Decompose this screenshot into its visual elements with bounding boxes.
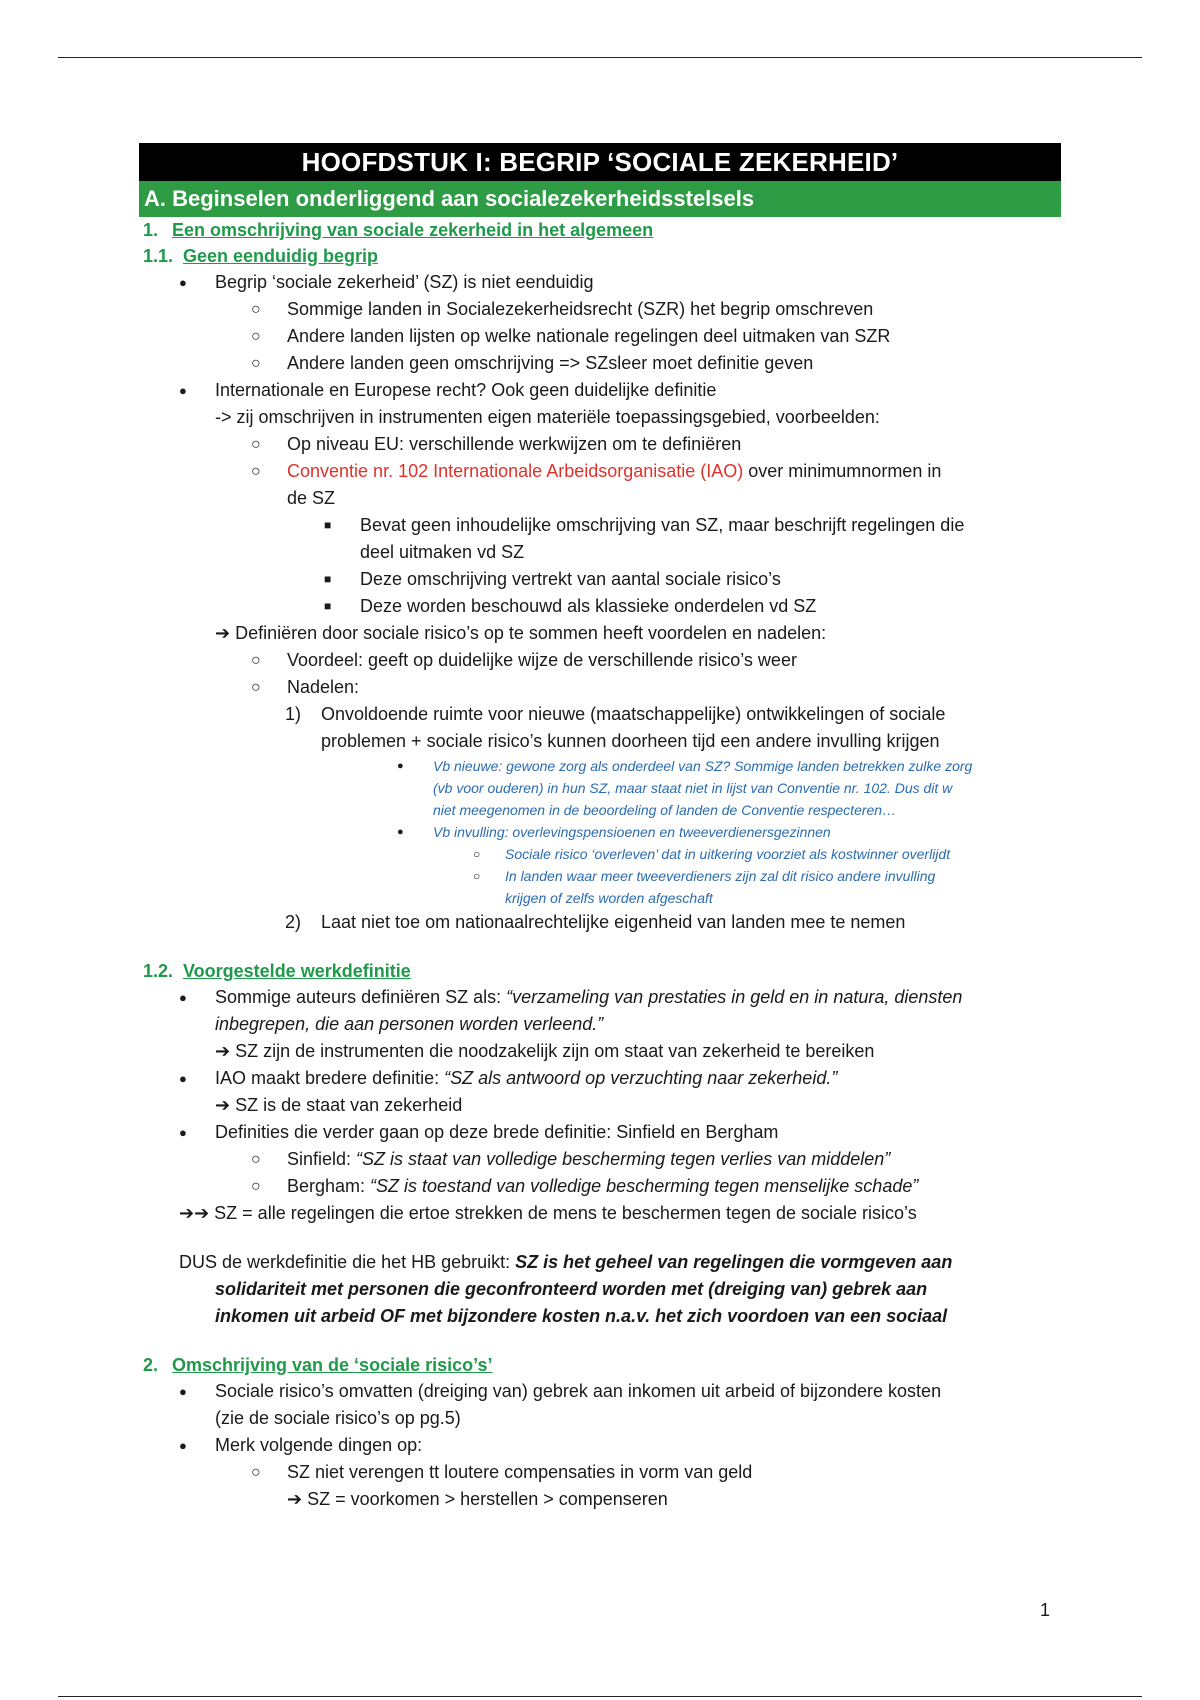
definition-continuation: solidariteit met personen die geconfronteerd worden met (dreiging van) gebrek aan <box>215 1279 928 1299</box>
heading-2 <box>143 1352 1061 1378</box>
list-item: ● Sociale risico’s omvatten (dreiging van) gebrek aan inkomen uit arbeid of bijzondere kosten <box>139 1378 1061 1405</box>
example-continuation: (vb voor ouderen) in hun SZ, maar staat niet in lijst van Conventie nr. 102. Dus dit w <box>433 780 953 796</box>
double-arrow-icon: ➔➔ <box>179 1203 215 1223</box>
list-item: ■ Deze worden beschouwd als klassieke onderdelen vd SZ <box>139 593 1061 620</box>
chapter-title: HOOFDSTUK I: BEGRIP ‘SOCIALE ZEKERHEID’ <box>139 143 1061 181</box>
list-item: ○ Voordeel: geeft op duidelijke wijze de verschillende risico’s weer <box>139 647 1061 674</box>
arrow-icon: ➔ <box>287 1489 308 1509</box>
list-item-continuation: inbegrepen, die aan personen worden verleend.” <box>215 1014 604 1034</box>
example-item: ● Vb nieuwe: gewone zorg als onderdeel van SZ? Sommige landen betrekken zulke zorg <box>139 755 1061 777</box>
circle-bullet-icon: ○ <box>251 1464 261 1481</box>
list-item-continuation: -> zij omschrijven in instrumenten eigen materiële toepassingsgebied, voorbeelden: <box>215 407 880 427</box>
list-item: ● Definities die verder gaan op deze brede definitie: Sinfield en Bergham <box>139 1119 1061 1146</box>
circle-bullet-icon: ○ <box>251 679 261 696</box>
definition-continuation: inkomen uit arbeid OF met bijzondere kosten n.a.v. het zich voordoen van een sociaal <box>215 1306 948 1326</box>
circle-bullet-icon: ○ <box>251 463 261 480</box>
heading-number: 2. <box>143 1355 159 1375</box>
list-item-continuation: de SZ <box>287 488 336 508</box>
circle-bullet-icon: ○ <box>251 1178 261 1195</box>
list-item: ○ Sinfield: “SZ is staat van volledige bescherming tegen verlies van middelen” <box>139 1146 1061 1173</box>
example-continuation: krijgen of zelfs worden afgeschaft <box>505 890 713 906</box>
list-item: ○ Conventie nr. 102 Internationale Arbeidsorganisatie (IAO) over minimumnormen in <box>139 458 1061 485</box>
heading-text: Geen eenduidig begrip <box>183 246 379 266</box>
list-item: ● Internationale en Europese recht? Ook geen duidelijke definitie <box>139 377 1061 404</box>
heading-1-2 <box>143 958 1061 984</box>
example-item: ● Vb invulling: overlevingspensioenen en tweeverdienersgezinnen <box>139 821 1061 843</box>
list-item: ● Begrip ‘sociale zekerheid’ (SZ) is niet eenduidig <box>139 269 1061 296</box>
list-item-continuation: deel uitmaken vd SZ <box>360 542 525 562</box>
list-item: ■ Deze omschrijving vertrekt van aantal sociale risico’s <box>139 566 1061 593</box>
arrow-icon: ➔ <box>215 1095 236 1115</box>
heading-number: 1.2. <box>143 961 174 981</box>
arrow-line: ➔ SZ is de staat van zekerheid <box>215 1095 463 1115</box>
bullet-icon: ● <box>179 1384 187 1399</box>
bullet-icon: ● <box>179 1438 187 1453</box>
heading-text: Een omschrijving van sociale zekerheid in het algemeen <box>172 220 654 240</box>
bullet-icon: ● <box>179 1125 187 1140</box>
definition-paragraph: DUS de werkdefinitie die het HB gebruikt: SZ is het geheel van regelingen die vormgeven aan <box>179 1252 953 1272</box>
heading-number: 1.1. <box>143 246 174 266</box>
circle-bullet-icon: ○ <box>251 328 261 345</box>
document-body <box>139 143 1061 1513</box>
heading-1-1 <box>143 243 1061 269</box>
page-number: 1 <box>1040 1600 1051 1620</box>
bullet-icon: ● <box>397 826 404 838</box>
heading-text: Voorgestelde werkdefinitie <box>183 961 411 981</box>
circle-bullet-icon: ○ <box>251 436 261 453</box>
circle-bullet-icon: ○ <box>251 1151 261 1168</box>
list-item: ● IAO maakt bredere definitie: “SZ als antwoord op verzuchting naar zekerheid.” <box>139 1065 1061 1092</box>
bullet-icon: ● <box>179 1071 187 1086</box>
bullet-icon: ● <box>397 760 404 772</box>
heading-1 <box>143 217 1061 243</box>
square-bullet-icon: ■ <box>324 572 332 586</box>
list-item: ○ Op niveau EU: verschillende werkwijzen om te definiëren <box>139 431 1061 458</box>
circle-bullet-icon: ○ <box>473 869 481 883</box>
numbered-item-continuation: problemen + sociale risico’s kunnen doorheen tijd een andere invulling krijgen <box>321 731 940 751</box>
bullet-icon: ● <box>179 383 187 398</box>
header-rule <box>58 57 1142 58</box>
bullet-icon: ● <box>179 275 187 290</box>
section-title: A. Beginselen onderliggend aan socialezekerheidsstelsels <box>139 181 1061 217</box>
heading-text: Omschrijving van de ‘sociale risico’s’ <box>172 1355 493 1375</box>
arrow-line: ➔ Definiëren door sociale risico’s op te sommen heeft voordelen en nadelen: <box>215 623 827 643</box>
arrow-icon: ➔ <box>215 1041 236 1061</box>
list-item: ○ Andere landen lijsten op welke nationale regelingen deel uitmaken van SZR <box>139 323 1061 350</box>
arrow-line: ➔ SZ = voorkomen > herstellen > compenseren <box>287 1489 668 1509</box>
circle-bullet-icon: ○ <box>251 355 261 372</box>
numbered-item: 2) Laat niet toe om nationaalrechtelijke eigenheid van landen mee te nemen <box>139 909 1061 936</box>
example-continuation: niet meegenomen in de beoordeling of landen de Conventie respecteren… <box>433 802 897 818</box>
arrow-line: ➔ SZ zijn de instrumenten die noodzakelijk zijn om staat van zekerheid te bereiken <box>215 1041 875 1061</box>
item-number: 1) <box>285 704 302 724</box>
circle-bullet-icon: ○ <box>251 652 261 669</box>
square-bullet-icon: ■ <box>324 518 332 532</box>
heading-number: 1. <box>143 220 159 240</box>
double-arrow-line: ➔➔ SZ = alle regelingen die ertoe strekken de mens te beschermen tegen de sociale risico’s <box>179 1203 917 1223</box>
item-number: 2) <box>285 912 302 932</box>
list-item: ● Sommige auteurs definiëren SZ als: “verzameling van prestaties in geld en in natura, diensten <box>139 984 1061 1011</box>
list-item: ● Merk volgende dingen op: <box>139 1432 1061 1459</box>
footer-rule <box>58 1696 1142 1697</box>
list-item: ○ SZ niet verengen tt loutere compensaties in vorm van geld <box>139 1459 1061 1486</box>
numbered-item: 1) Onvoldoende ruimte voor nieuwe (maatschappelijke) ontwikkelingen of sociale <box>139 701 1061 728</box>
list-item: ○ Andere landen geen omschrijving => SZsleer moet definitie geven <box>139 350 1061 377</box>
list-item: ○ Nadelen: <box>139 674 1061 701</box>
square-bullet-icon: ■ <box>324 599 332 613</box>
list-item: ○ Bergham: “SZ is toestand van volledige bescherming tegen menselijke schade” <box>139 1173 1061 1200</box>
example-subitem: ○ Sociale risico ‘overleven’ dat in uitkering voorziet als kostwinner overlijdt <box>139 843 1061 865</box>
bullet-icon: ● <box>179 990 187 1005</box>
circle-bullet-icon: ○ <box>473 847 481 861</box>
list-item: ■ Bevat geen inhoudelijke omschrijving van SZ, maar beschrijft regelingen die <box>139 512 1061 539</box>
example-subitem: ○ In landen waar meer tweeverdieners zijn zal dit risico andere invulling <box>139 865 1061 887</box>
list-item-continuation: (zie de sociale risico’s op pg.5) <box>215 1408 461 1428</box>
highlight-red: Conventie nr. 102 Internationale Arbeidsorganisatie (IAO) <box>287 461 744 481</box>
list-item: ○ Sommige landen in Socialezekerheidsrecht (SZR) het begrip omschreven <box>139 296 1061 323</box>
circle-bullet-icon: ○ <box>251 301 261 318</box>
arrow-icon: ➔ <box>215 623 236 643</box>
